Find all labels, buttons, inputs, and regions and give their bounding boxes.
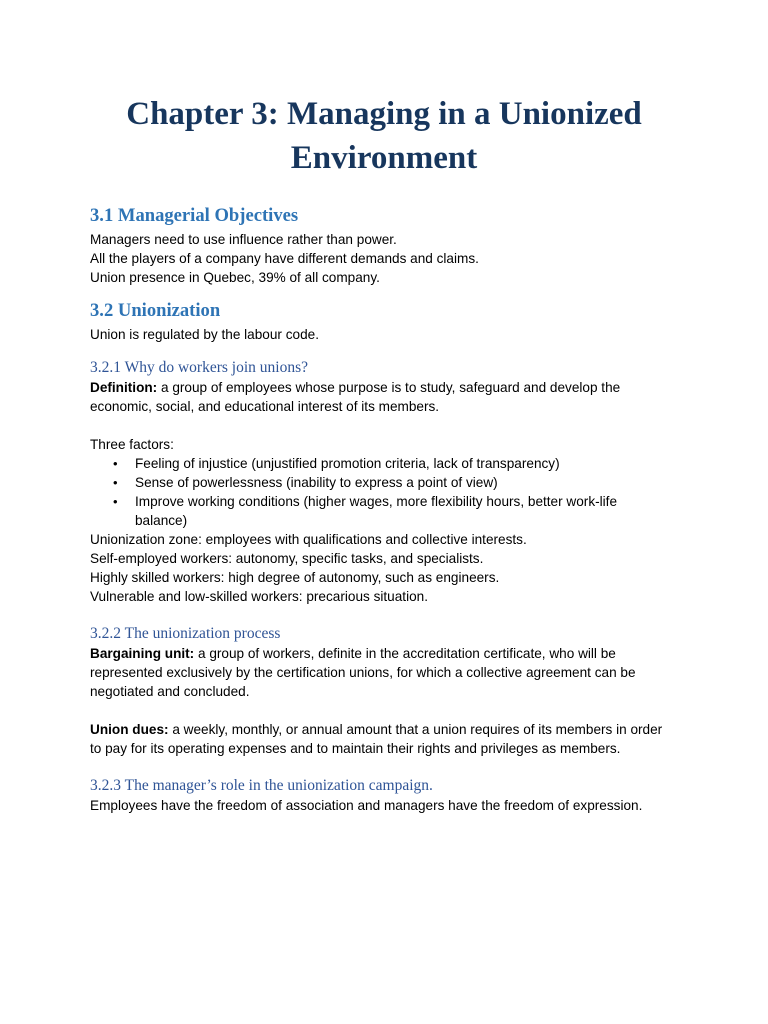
section-3-2-3-line: Employees have the freedom of association and managers have the freedom of expression. — [90, 798, 643, 813]
unionization-zone-line: Unionization zone: employees with qualifications and collective interests. — [90, 532, 527, 547]
factor-text: Improve working conditions (higher wages, more flexibility hours, better work-life balance) — [135, 494, 618, 528]
bullet-icon: • — [113, 456, 118, 471]
bargaining-line-2: represented exclusively by the certification unions, for which a collective agreement can be — [90, 665, 636, 680]
definition-label: Definition: — [90, 380, 158, 395]
bullet-icon: • — [113, 494, 118, 509]
definition-text-1: a group of employees whose purpose is to study, safeguard and develop the — [157, 380, 621, 395]
document-body — [90, 204, 690, 815]
spacer — [90, 701, 690, 720]
section-3-1-line-1: Managers need to use influence rather than power. — [90, 232, 397, 247]
dues-text-1: a weekly, monthly, or annual amount that a union requires of its members in order — [168, 722, 663, 737]
bargaining-label: Bargaining unit: — [90, 646, 195, 661]
self-employed-line: Self-employed workers: autonomy, specific tasks, and specialists. — [90, 551, 484, 566]
bargaining-line-1 — [90, 644, 690, 663]
dues-line-2: to pay for its operating expenses and to maintain their rights and privileges as members. — [90, 741, 621, 756]
spacer — [90, 287, 690, 299]
vulnerable-line: Vulnerable and low-skilled workers: precarious situation. — [90, 589, 428, 604]
spacer — [90, 344, 690, 358]
spacer — [90, 758, 690, 776]
chapter-title-line-1: Chapter 3: Managing in a Unionized — [126, 96, 642, 132]
section-3-1-line-3: Union presence in Quebec, 39% of all company. — [90, 270, 380, 285]
highly-skilled-line: Highly skilled workers: high degree of autonomy, such as engineers. — [90, 570, 500, 585]
section-3-2-heading: 3.2 Unionization — [90, 300, 221, 321]
dues-label: Union dues: — [90, 722, 169, 737]
spacer — [90, 606, 690, 624]
list-item — [90, 492, 655, 530]
section-3-2-2-heading: 3.2.2 The unionization process — [90, 625, 281, 642]
chapter-title-line-2: Environment — [290, 140, 478, 176]
list-item — [90, 454, 690, 473]
factor-text: Sense of powerlessness (inability to express a point of view) — [135, 475, 498, 490]
definition-line-2: economic, social, and educational interest of its members. — [90, 399, 440, 414]
definition-line-1 — [90, 378, 690, 397]
bargaining-text-1: a group of workers, definite in the accreditation certificate, who will be — [194, 646, 616, 661]
section-3-2-line: Union is regulated by the labour code. — [90, 327, 319, 342]
section-3-2-1-heading: 3.2.1 Why do workers join unions? — [90, 359, 308, 376]
dues-line-1 — [90, 720, 690, 739]
list-item — [90, 473, 690, 492]
section-3-2-3-heading: 3.2.3 The manager’s role in the unionization campaign. — [90, 777, 433, 794]
bargaining-line-3: negotiated and concluded. — [90, 684, 250, 699]
chapter-title — [0, 92, 768, 180]
factors-intro: Three factors: — [90, 437, 174, 452]
section-3-1-heading: 3.1 Managerial Objectives — [90, 205, 299, 226]
spacer — [90, 416, 690, 435]
section-3-1-line-2: All the players of a company have different demands and claims. — [90, 251, 479, 266]
factors-list — [90, 454, 690, 530]
factor-text: Feeling of injustice (unjustified promotion criteria, lack of transparency) — [135, 456, 560, 471]
bullet-icon: • — [113, 475, 118, 490]
